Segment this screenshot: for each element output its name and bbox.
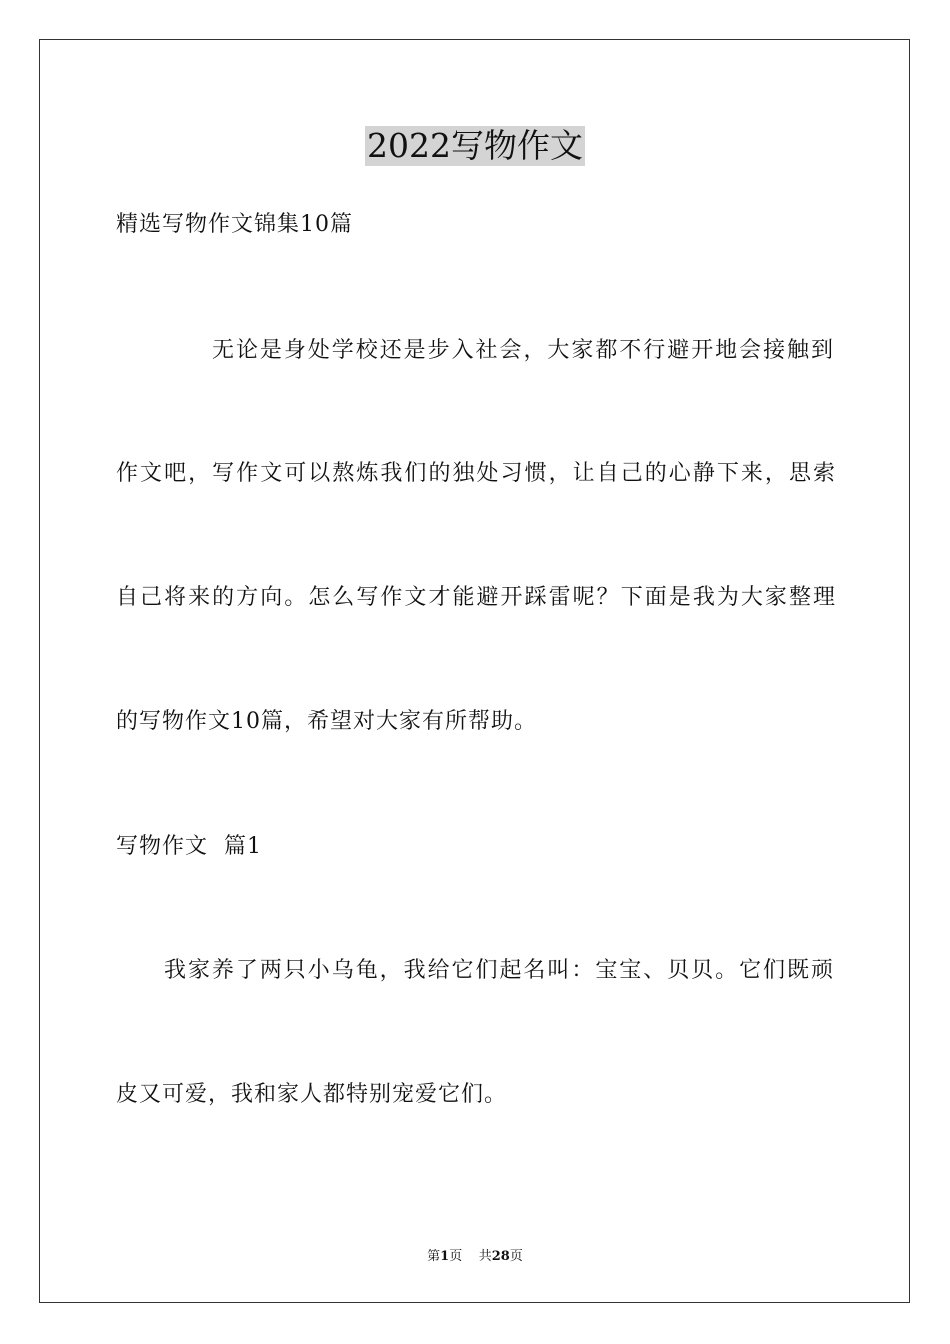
- page-suffix: 页: [449, 1249, 463, 1264]
- title-container: [0, 126, 950, 166]
- section-line-2: 皮又可爱，我和家人都特别宠爱它们。: [116, 1082, 508, 1107]
- page-prefix: 第: [427, 1249, 441, 1264]
- document-subtitle: 精选写物作文锦集10篇: [116, 212, 353, 237]
- total-suffix: 页: [509, 1249, 523, 1264]
- intro-line-4: 的写物作文10篇，希望对大家有所帮助。: [116, 709, 537, 734]
- page-number: 1: [440, 1249, 450, 1264]
- total-pages: 28: [491, 1249, 510, 1264]
- total-prefix: 共: [478, 1249, 492, 1264]
- intro-line-3: 自己将来的方向。怎么写作文才能避开踩雷呢？下面是我为大家整理: [116, 585, 836, 610]
- section-line-1: 我家养了两只小乌龟，我给它们起名叫：宝宝、贝贝。它们既顽: [164, 958, 834, 983]
- section-heading: 写物作文 篇1: [116, 834, 262, 859]
- page-footer: [0, 1248, 950, 1266]
- intro-line-2: 作文吧，写作文可以熬炼我们的独处习惯，让自己的心静下来，思索: [116, 461, 836, 486]
- document-title: 2022写物作文: [367, 126, 583, 165]
- intro-line-1: 无论是身处学校还是步入社会，大家都不行避开地会接触到: [212, 338, 834, 363]
